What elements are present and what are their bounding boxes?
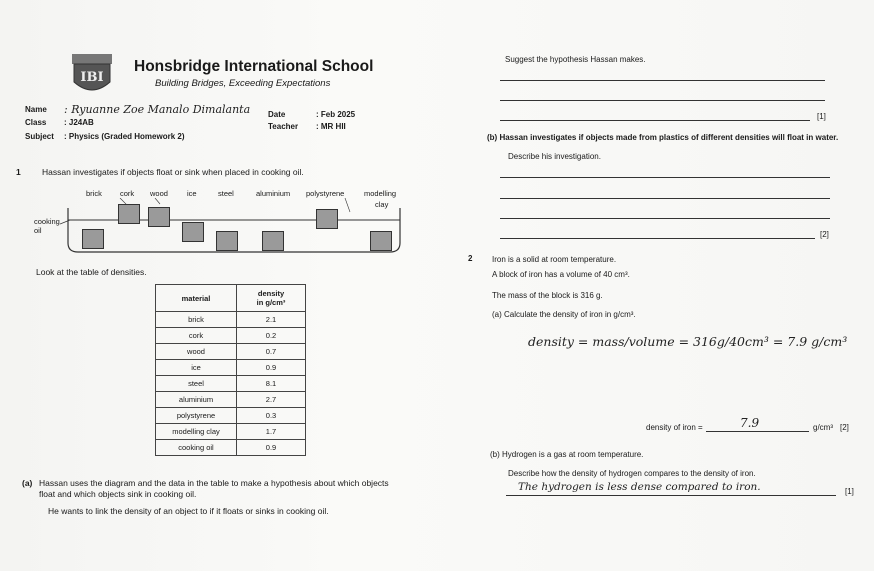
q2-volume: A block of iron has a volume of 40 cm³.	[492, 270, 630, 279]
table-header-row	[156, 285, 306, 312]
q1a-line2: float and which objects sink in cooking oil.	[39, 489, 197, 499]
table-cell: 0.7	[237, 344, 306, 360]
handwritten-working: density = mass/volume = 316g/40cm³ = 7.9 g/cm³	[528, 334, 848, 349]
suggest-text: Suggest the hypothesis Hassan makes.	[505, 55, 646, 64]
table-row	[156, 360, 306, 376]
school-name: Honsbridge International School	[134, 58, 374, 75]
table-cell: steel	[156, 376, 237, 392]
table-cell: 1.7	[237, 424, 306, 440]
table-cell: cooking oil	[156, 440, 237, 456]
table-row	[156, 376, 306, 392]
describe-investigation: Describe his investigation.	[508, 152, 601, 161]
label-steel: steel	[218, 189, 234, 198]
svg-text:IBI: IBI	[80, 70, 104, 85]
table-row	[156, 440, 306, 456]
table-cell: modelling clay	[156, 424, 237, 440]
q1a-label: (a)	[22, 478, 33, 488]
ice-block	[182, 222, 204, 242]
wood-block	[148, 207, 170, 227]
table-cell: 0.3	[237, 408, 306, 424]
answer-line	[506, 495, 836, 496]
table-row	[156, 424, 306, 440]
answer-value: 7.9	[740, 416, 760, 430]
table-cell: 0.2	[237, 328, 306, 344]
student-name: : Ryuanne Zoe Manalo Dimalanta	[64, 103, 251, 116]
header-density	[237, 285, 306, 312]
mark-q1a: [1]	[817, 112, 826, 121]
brick-block	[82, 229, 104, 249]
answer-line	[500, 100, 825, 101]
answer-unit: g/cm³	[813, 423, 833, 432]
cork-block	[118, 204, 140, 224]
mark-q2a: [2]	[840, 423, 849, 432]
table-cell: 2.7	[237, 392, 306, 408]
answer-label: density of iron =	[646, 423, 703, 432]
label-brick: brick	[86, 189, 102, 198]
steel-block	[216, 231, 238, 251]
handwritten-answer-b: The hydrogen is less dense compared to iron.	[518, 481, 761, 493]
q2-intro: Iron is a solid at room temperature.	[492, 255, 617, 264]
header-density-line2: in g/cm³	[256, 298, 286, 307]
class-value: : J24AB	[64, 118, 94, 127]
name-label: Name	[25, 105, 47, 114]
answer-line	[500, 218, 830, 219]
q1b-text: (b) Hassan investigates if objects made from plastics of different densities will float in water.	[487, 133, 839, 142]
table-row	[156, 408, 306, 424]
label-aluminium: aluminium	[256, 189, 291, 198]
table-row	[156, 344, 306, 360]
table-cell: ice	[156, 360, 237, 376]
table-cell: 0.9	[237, 360, 306, 376]
header-material: material	[156, 285, 237, 312]
subject-label: Subject	[25, 132, 54, 141]
label-clay: clay	[375, 200, 389, 209]
school-tagline: Building Bridges, Exceeding Expectations	[155, 78, 331, 89]
q2-number: 2	[468, 254, 473, 263]
table-row	[156, 392, 306, 408]
label-polystyrene: polystyrene	[306, 189, 345, 198]
label-cork: cork	[120, 189, 135, 198]
table-cell: 2.1	[237, 312, 306, 328]
class-label: Class	[25, 118, 47, 127]
table-cell: 8.1	[237, 376, 306, 392]
q1-number: 1	[16, 167, 21, 177]
table-cell: brick	[156, 312, 237, 328]
answer-line	[706, 431, 809, 432]
answer-line	[500, 177, 830, 178]
q2b-describe: Describe how the density of hydrogen compares to the density of iron.	[508, 469, 756, 478]
table-cell: wood	[156, 344, 237, 360]
mark-q1b: [2]	[820, 230, 829, 239]
q2b-text: (b) Hydrogen is a gas at room temperature.	[490, 450, 644, 459]
table-row	[156, 312, 306, 328]
label-ice: ice	[187, 189, 197, 198]
date-value: : Feb 2025	[316, 110, 356, 119]
q2a-text: (a) Calculate the density of iron in g/cm³.	[492, 310, 636, 319]
teacher-label: Teacher	[268, 122, 299, 131]
label-wood: wood	[150, 189, 168, 198]
q1-intro: Hassan investigates if objects float or sink when placed in cooking oil.	[42, 167, 304, 177]
school-crest-icon	[66, 48, 118, 100]
table-cell: cork	[156, 328, 237, 344]
answer-line	[500, 198, 830, 199]
table-cell: 0.9	[237, 440, 306, 456]
answer-line	[500, 80, 825, 81]
label-cooking: cooking	[34, 217, 60, 226]
polystyrene-block	[316, 209, 338, 229]
header-density-line1: density	[257, 289, 285, 298]
answer-line	[500, 120, 810, 121]
clay-block	[370, 231, 392, 251]
density-table	[155, 284, 306, 456]
q1a-line1: Hassan uses the diagram and the data in the table to make a hypothesis about which objects	[39, 478, 389, 488]
look-text: Look at the table of densities.	[36, 267, 147, 277]
table-cell: polystyrene	[156, 408, 237, 424]
subject-value: : Physics (Graded Homework 2)	[64, 132, 185, 141]
teacher-value: : MR HII	[316, 122, 346, 131]
label-modelling: modelling	[364, 189, 397, 198]
q1a-line3: He wants to link the density of an object to if it floats or sinks in cooking oil.	[48, 506, 329, 516]
mark-q2b: [1]	[845, 487, 854, 496]
answer-line	[500, 238, 815, 239]
table-row	[156, 328, 306, 344]
date-label: Date	[268, 110, 286, 119]
aluminium-block	[262, 231, 284, 251]
label-oil: oil	[34, 226, 42, 235]
table-cell: aluminium	[156, 392, 237, 408]
q2-mass: The mass of the block is 316 g.	[492, 291, 603, 300]
